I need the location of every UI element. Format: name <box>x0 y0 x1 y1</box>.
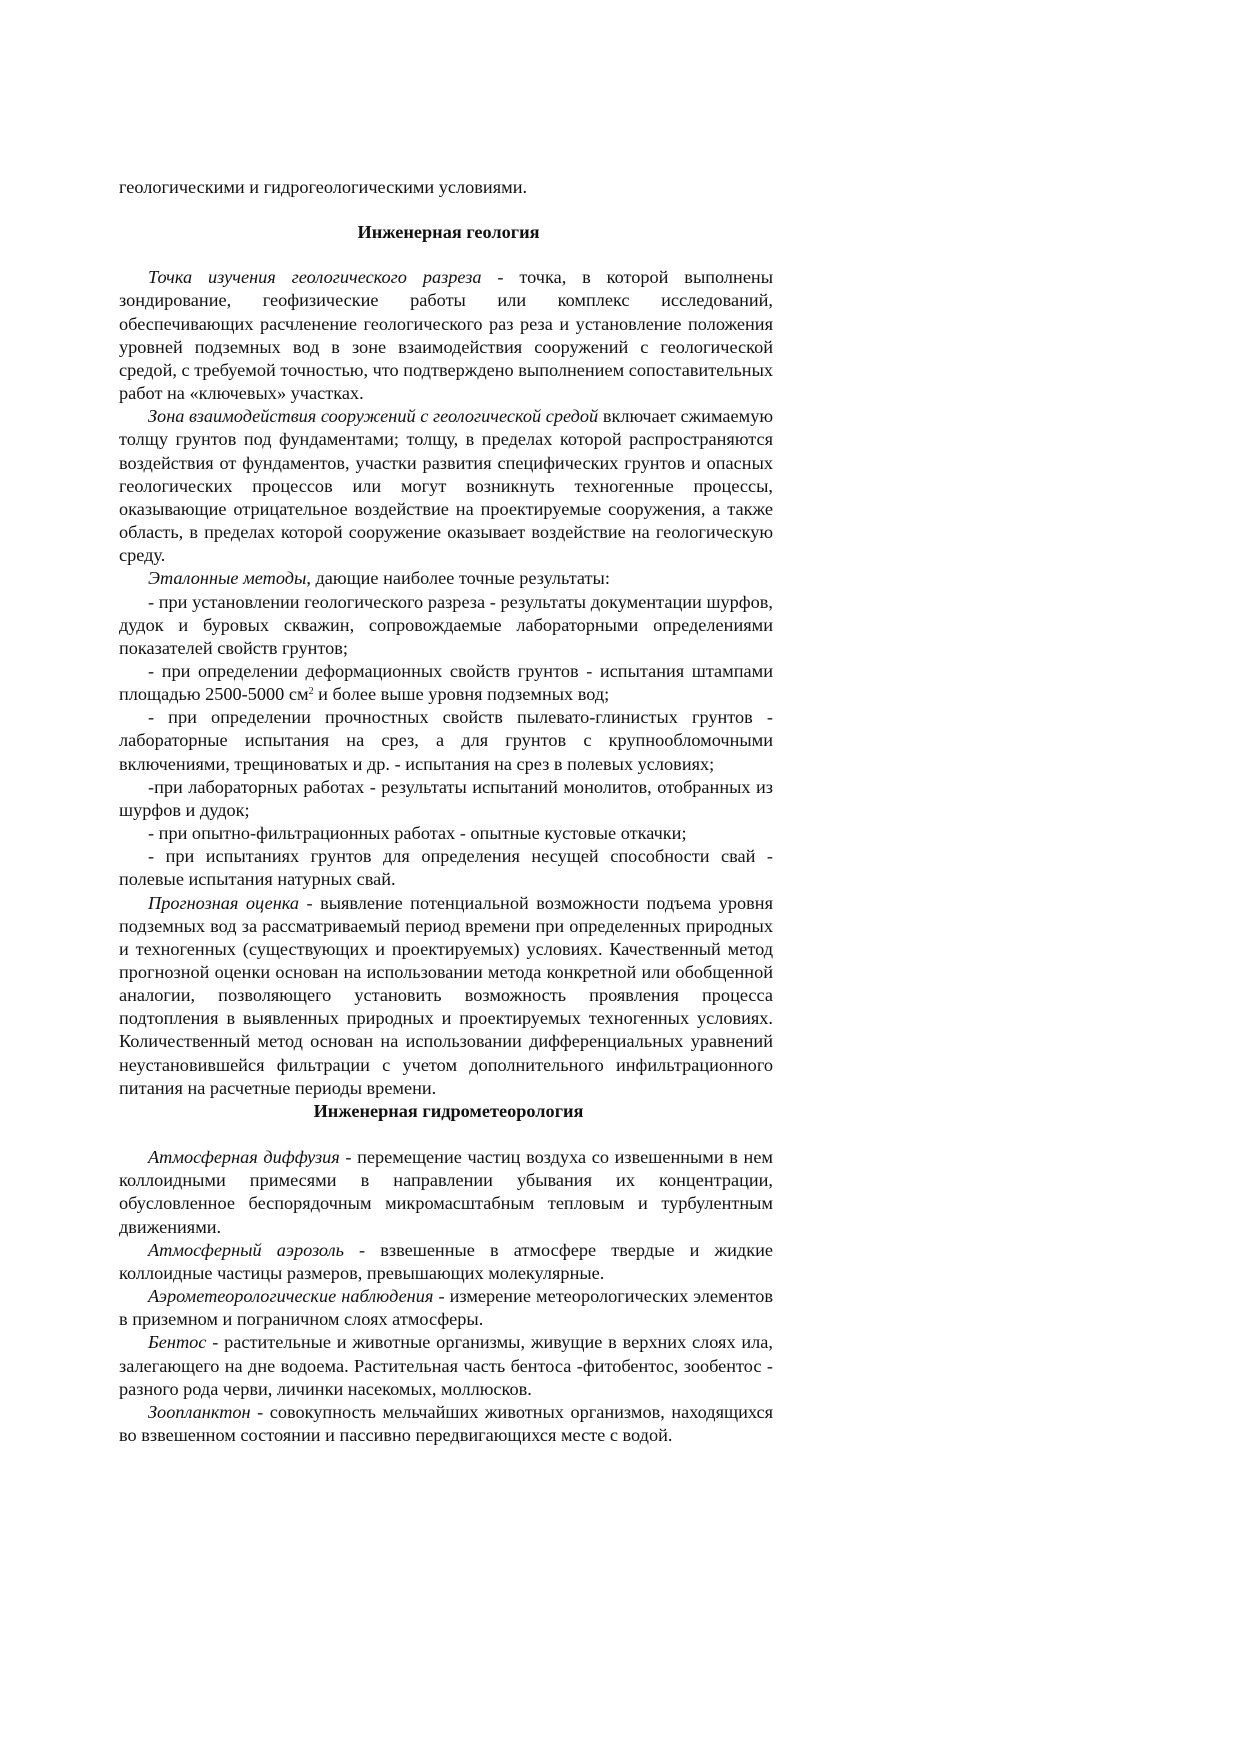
paragraph <box>119 1239 773 1285</box>
list-item <box>119 822 773 845</box>
definition-text: - взвешенные в атмосфере твердые и жидкие коллоидные частицы размеров, превышающих молекулярные. <box>119 1239 773 1283</box>
list-item-text: -при лабораторных работах - результаты испытаний монолитов, отобранных из шурфов и дудок; <box>119 776 773 820</box>
term: Аэрометеорологические наблюдения <box>148 1286 434 1307</box>
paragraph <box>119 1401 773 1447</box>
definition-text: - точка, в которой выполнены зондирование, геофизические работы или комплекс исследований, обеспечивающих расчленение геологического раз реза и установление положения уровней подземных вод в зоне взаимодействия сооружений с геологической средой, с требуемой точностью, что подтверждено выполнением сопоставительных работ на «ключевых» участках. <box>119 267 773 404</box>
list-item-text: - при испытаниях грунтов для определения несущей способности свай - полевые испытания натурных свай. <box>119 846 773 890</box>
paragraph <box>119 266 773 405</box>
definition-text: - совокупность мельчайших животных организмов, находящихся во взвешенном состоянии и пассивно передвигающихся месте с водой. <box>119 1401 773 1445</box>
term: Эталонные методы <box>148 568 307 589</box>
term: Точка изучения геологического разреза <box>148 267 482 288</box>
term: Зона взаимодействия сооружений с геологической средой <box>148 406 599 427</box>
definition-text: - выявление потенциальной возможности подъема уровня подземных вод за рассматриваемый период времени при определенных природных и техногенных (существующих и проектируемых) условиях. Качественный метод прогнозной оценки основан на использовании метода конкретной или обобщенной аналогии, позволяющего установить возможность проявления процесса подтопления в выявленных природных и проектируемых техногенных условиях. Количественный метод основан на использовании дифференциальных уравнений неустановившейся фильтрации с учетом дополнительного инфильтрационного питания на расчетные периоды времени. <box>119 892 773 1098</box>
definition-text: - измерение метеорологических элементов в приземном и пограничном слоях атмосферы. <box>119 1286 773 1330</box>
term: Атмосферный аэрозоль <box>148 1239 344 1260</box>
list-item <box>119 660 773 706</box>
definition-text: включает сжимаемую толщу грунтов под фундаментами; толщу, в пределах которой распространяются воздействия от фундаментов, участки развития специфических грунтов и опасных геологических процессов или могут возникнуть техногенные процессы, оказывающие отрицательное воздействие на проектируемые сооружения, а также область, в пределах которой сооружение оказывает воздействие на геологическую среду. <box>119 406 774 566</box>
list-item-text: - при опытно-фильтрационных работах - опытные кустовые откачки; <box>148 823 687 844</box>
definition-text: - перемещение частиц воздуха со извешенными в нем коллоидными примесями в направлении убывания их концентрации, обусловленное беспорядочным микромасштабным тепловым и турбулентным движениями. <box>119 1147 774 1237</box>
list-item-text-after: и более выше уровня подземных вод; <box>313 684 610 705</box>
term: Бентос <box>148 1332 207 1353</box>
list-item-text: - при установлении геологического разреза - результаты документации шурфов, дудок и буровых скважин, сопровождаемые лабораторными определениями показателей свойств грунтов; <box>119 591 773 658</box>
paragraph <box>119 892 773 1100</box>
section-heading-engineering-geology: Инженерная геология <box>357 222 540 243</box>
paragraph <box>119 1285 773 1331</box>
document-page <box>119 176 773 1447</box>
superscript: 2 <box>308 686 314 698</box>
term: Зоопланктон <box>148 1401 251 1422</box>
lead-text: геологическими и гидрогеологическими условиями. <box>119 177 528 197</box>
list-item <box>119 706 773 775</box>
definition-text: - растительные и животные организмы, живущие в верхних слоях ила, залегающего на дне водоема. Растительная часть бентоса -фитобентос, зообентос - разного рода черви, личинки насекомых, моллюсков. <box>119 1332 773 1399</box>
list-item <box>119 845 773 891</box>
list-item <box>119 776 773 822</box>
list-item <box>119 591 773 660</box>
term: Прогнозная оценка <box>148 892 300 913</box>
paragraph <box>119 567 773 590</box>
definition-text: , дающие наиболее точные результаты: <box>306 568 610 589</box>
term: Атмосферная диффузия <box>148 1147 340 1168</box>
list-item-text: - при определении прочностных свойств пылевато-глинистых грунтов - лабораторные испытания на срез, а для грунтов с крупнообломочными включениями, трещиноватых и др. - испытания на срез в полевых условиях; <box>119 707 773 774</box>
paragraph <box>119 1331 773 1400</box>
section-heading-engineering-hydrometeorology: Инженерная гидрометеорология <box>313 1100 584 1121</box>
paragraph <box>119 405 773 567</box>
list-item-text: - при определении деформационных свойств грунтов - испытания штампами площадью 2500-5000 см <box>119 660 773 705</box>
paragraph <box>119 1146 773 1239</box>
